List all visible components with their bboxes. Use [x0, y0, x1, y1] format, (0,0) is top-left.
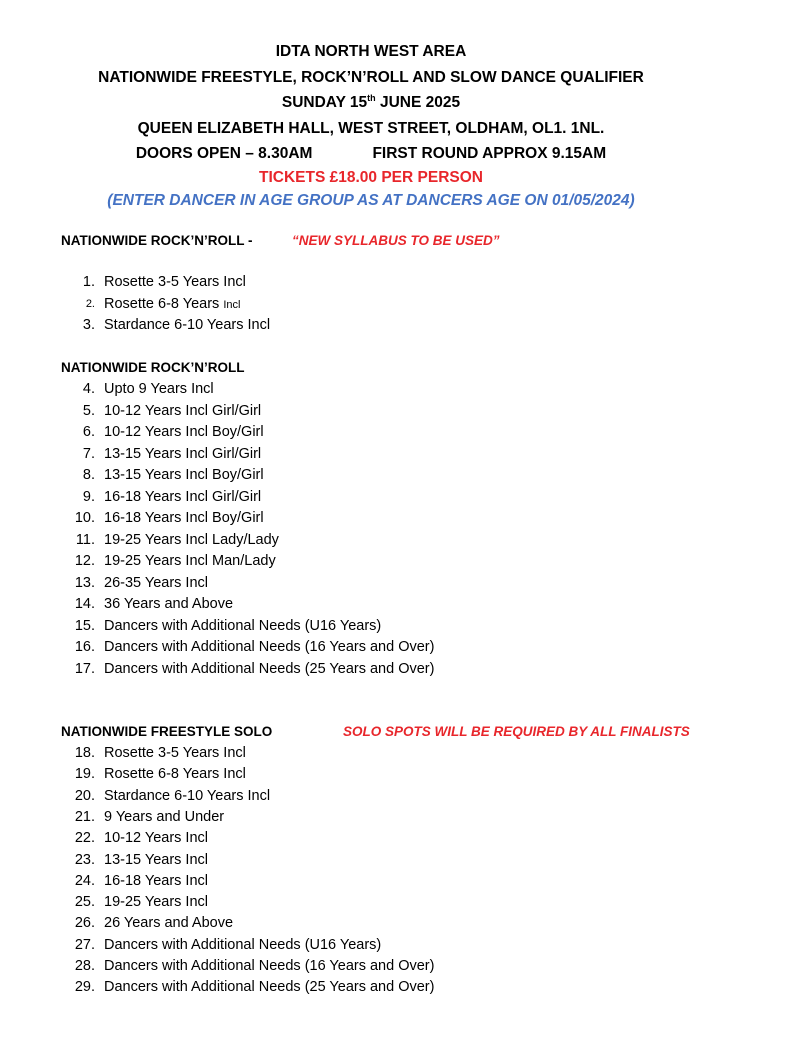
- list-item: [0, 637, 700, 658]
- list-item-number: 19.: [74, 766, 95, 783]
- list-item-text: [104, 637, 434, 658]
- list-item-label: 16-18 Years Incl Girl/Girl: [104, 488, 262, 505]
- list-item-number: 1.: [82, 274, 95, 290]
- list-item-number: 16.: [74, 639, 95, 655]
- header-title: IDTA NORTH WEST AREA: [275, 43, 467, 60]
- list-item: [0, 551, 700, 572]
- list-item-label: Upto 9 Years Incl: [104, 381, 214, 397]
- list-item-number: 24.: [74, 872, 95, 889]
- list-item-label: 13-15 Years Incl Girl/Girl: [104, 445, 262, 462]
- list-item: [0, 444, 700, 465]
- list-item-number: 15.: [74, 617, 95, 634]
- list-item: [0, 743, 700, 764]
- list-item-number: 20.: [74, 787, 95, 804]
- list-item-text: [104, 465, 264, 486]
- list-item-text: [104, 551, 276, 572]
- list-item-number: 2.: [85, 297, 95, 310]
- list-item: [0, 786, 700, 807]
- list-item: [0, 913, 700, 934]
- list-item: [0, 850, 700, 871]
- list-item-number: 3.: [82, 317, 95, 333]
- list-item-text: [104, 530, 279, 551]
- list-item-text: [104, 594, 233, 615]
- list-item-label: Stardance 6-10 Years Incl: [104, 317, 271, 333]
- list-item-number: 5.: [82, 402, 95, 419]
- list-item-text: [104, 487, 261, 508]
- list-item-label: 10-12 Years Incl Girl/Girl: [104, 402, 262, 419]
- list-item: [0, 465, 700, 486]
- list-item: [0, 508, 700, 529]
- list-item-text: [104, 379, 214, 400]
- date-prefix: SUNDAY 15: [281, 94, 368, 111]
- doors-open: DOORS OPEN – 8.30AM: [135, 145, 313, 162]
- list-item-label: Rosette 6-8 Years: [104, 295, 224, 312]
- list-item: [0, 594, 700, 615]
- list-item-label-small: Incl: [223, 298, 241, 311]
- list-item-number: 22.: [74, 830, 95, 847]
- list-item-text: [104, 977, 434, 998]
- list-item: [0, 807, 700, 828]
- list-item: [0, 573, 700, 594]
- first-round: FIRST ROUND APPROX 9.15AM: [372, 145, 607, 162]
- list-item-text: [104, 294, 240, 316]
- list-item-text: [104, 272, 246, 293]
- list-item-label: Dancers with Additional Needs (25 Years and Over): [104, 979, 435, 996]
- list-item-number: 23.: [74, 851, 95, 868]
- list-item-label: Dancers with Additional Needs (U16 Years): [104, 617, 382, 634]
- section3-title: NATIONWIDE FREESTYLE SOLO: [61, 724, 273, 739]
- list-item-text: [104, 315, 270, 336]
- header-date: [0, 93, 742, 113]
- list-item: [0, 764, 700, 785]
- list-item-label: Dancers with Additional Needs (16 Years and Over): [104, 958, 435, 974]
- list-item-number: 8.: [82, 467, 95, 483]
- list-item-label: 9 Years and Under: [104, 808, 225, 825]
- list-item-number: 17.: [74, 660, 95, 677]
- list-item-label: 10-12 Years Incl: [104, 830, 208, 847]
- list-item-number: 21.: [74, 808, 95, 825]
- list-item: [0, 315, 700, 336]
- list-item: [0, 977, 700, 998]
- list-item-label: Dancers with Additional Needs (U16 Years): [104, 936, 382, 953]
- list-item: [0, 892, 700, 913]
- list-item-label: Rosette 3-5 Years Incl: [104, 274, 246, 290]
- list-item-number: 12.: [74, 553, 95, 569]
- list-item-number: 14.: [74, 596, 95, 612]
- section2-title: NATIONWIDE ROCK’N’ROLL: [61, 360, 245, 375]
- list-item-label: 13-15 Years Incl: [104, 851, 208, 868]
- list-item-text: [104, 508, 264, 529]
- list-item-text: [104, 786, 270, 807]
- list-item-number: 11.: [75, 531, 95, 548]
- list-item-number: 9.: [82, 488, 95, 505]
- list-item-text: [104, 828, 208, 849]
- list-item-text: [104, 807, 224, 828]
- list-item-number: 7.: [82, 445, 95, 462]
- list-item-label: 36 Years and Above: [104, 596, 234, 612]
- list-item-text: [104, 743, 246, 764]
- list-item-number: 13.: [74, 574, 95, 591]
- list-item-label: Dancers with Additional Needs (25 Years and Over): [104, 660, 435, 677]
- list-item-number: 26.: [74, 915, 95, 932]
- list-item-number: 25.: [74, 894, 95, 911]
- list-item-text: [104, 956, 434, 977]
- list-item-text: [104, 913, 233, 934]
- list-item: [0, 294, 700, 315]
- list-item: [0, 487, 700, 508]
- section1-note: “NEW SYLLABUS TO BE USED”: [292, 233, 500, 248]
- list-item-label: Rosette 6-8 Years Incl: [104, 766, 246, 783]
- list-item-label: 16-18 Years Incl: [104, 872, 208, 889]
- header-age-note: (ENTER DANCER IN AGE GROUP AS AT DANCERS AGE ON 01/05/2024): [107, 192, 635, 209]
- list-item-label: Rosette 3-5 Years Incl: [104, 745, 246, 761]
- list-item-text: [104, 616, 381, 637]
- list-item-number: 10.: [74, 510, 95, 526]
- list-item-label: Dancers with Additional Needs (16 Years and Over): [104, 639, 435, 655]
- list-item-label: 13-15 Years Incl Boy/Girl: [104, 467, 264, 483]
- list-item-label: 19-25 Years Incl Man/Lady: [104, 553, 276, 569]
- list-item: [0, 272, 700, 293]
- list-item: [0, 401, 700, 422]
- list-item-text: [104, 764, 246, 785]
- date-superscript: th: [367, 92, 376, 103]
- header-times: [0, 144, 742, 164]
- list-item-text: [104, 422, 264, 443]
- list-item: [0, 422, 700, 443]
- list-item: [0, 616, 700, 637]
- list-item-text: [104, 401, 261, 422]
- list-item-label: 16-18 Years Incl Boy/Girl: [104, 510, 264, 526]
- list-item-number: 28.: [74, 958, 95, 974]
- section1-title: NATIONWIDE ROCK’N’ROLL -: [61, 233, 253, 248]
- list-item-text: [104, 871, 208, 892]
- list-item-text: [104, 935, 381, 956]
- list-item-text: [104, 659, 434, 680]
- list-item-number: 18.: [74, 745, 95, 761]
- list-item-number: 27.: [74, 936, 95, 953]
- list-item-text: [104, 444, 261, 465]
- list-item: [0, 935, 700, 956]
- header-venue: QUEEN ELIZABETH HALL, WEST STREET, OLDHAM, OL1. 1NL.: [137, 120, 605, 137]
- list-item-text: [104, 850, 208, 871]
- header-tickets: TICKETS £18.00 PER PERSON: [259, 169, 483, 186]
- list-item-label: 26 Years and Above: [104, 915, 234, 932]
- list-item: [0, 530, 700, 551]
- list-item-label: Stardance 6-10 Years Incl: [104, 787, 271, 804]
- section3-note: SOLO SPOTS WILL BE REQUIRED BY ALL FINALISTS: [343, 724, 690, 739]
- list-item: [0, 956, 700, 977]
- list-item-text: [104, 573, 208, 594]
- header-event-name: NATIONWIDE FREESTYLE, ROCK’N’ROLL AND SLOW DANCE QUALIFIER: [98, 69, 644, 86]
- list-item: [0, 379, 700, 400]
- list-item-label: 26-35 Years Incl: [104, 574, 208, 591]
- list-item-number: 29.: [74, 979, 95, 996]
- list-item-label: 19-25 Years Incl: [104, 894, 208, 911]
- list-item-label: 19-25 Years Incl Lady/Lady: [104, 531, 279, 548]
- date-suffix: JUNE 2025: [375, 94, 461, 111]
- list-item: [0, 659, 700, 680]
- list-item: [0, 828, 700, 849]
- list-item-number: 4.: [82, 381, 95, 397]
- list-item: [0, 871, 700, 892]
- list-item-number: 6.: [82, 424, 95, 440]
- list-item-text: [104, 892, 208, 913]
- list-item-label: 10-12 Years Incl Boy/Girl: [104, 424, 264, 440]
